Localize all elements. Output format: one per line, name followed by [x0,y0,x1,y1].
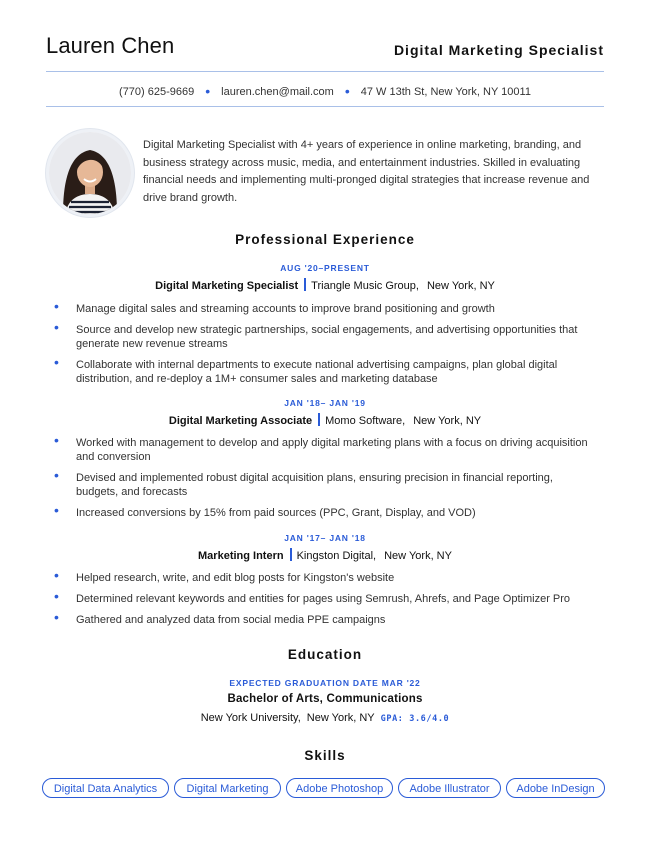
resume-header [46,33,604,69]
bullet-dot-icon: • [54,467,59,483]
bullet-text: Gathered and analyzed data from social media PPE campaigns [76,614,386,626]
list-item [54,354,594,386]
education-school-line [0,712,650,724]
bullet-text: Source and develop new strategic partnerships, social engagements, and advertising opportunities that generate new revenue streams [76,324,578,350]
list-item [54,567,594,585]
job-bullet-list [54,567,594,627]
contact-address: 47 W 13th St, New York, NY 10011 [360,86,531,98]
profile-photo [46,129,134,217]
bullet-text: Worked with management to develop and apply digital marketing plans with a focus on driving acquisition and conversion [76,437,588,463]
bullet-dot-icon: • [54,432,59,448]
list-item [54,467,594,499]
bullet-text: Determined relevant keywords and entities for pages using Semrush, Ahrefs, and Page Optimizer Pro [76,593,571,605]
education-degree: Bachelor of Arts, Communications [227,693,423,705]
job-bullet-list [54,298,594,386]
avatar-portrait-icon [49,132,131,214]
bullet-dot-icon: • [205,83,211,99]
bullet-dot-icon: • [54,354,59,370]
contact-line [46,82,604,98]
job-title-line [0,413,650,427]
job-role: Digital Marketing Associate [168,415,313,427]
bullet-dot-icon: • [54,588,59,604]
list-item [54,502,594,520]
education-heading: Education [287,647,363,662]
job-title-line [0,278,650,292]
list-item [54,432,594,464]
job-company: Momo Software, [325,415,406,427]
job-location: New York, NY [384,550,452,562]
skill-tag: Adobe Illustrator [398,778,501,798]
list-item [54,298,594,316]
professional-summary: Digital Marketing Specialist with 4+ years of experience in online marketing, branding, and business strategy across music, media, and entertainment industries. Skilled in evaluating financial needs and implementing multi-pronged digital strategies that increase revenue and drive brand growth. [143,139,590,204]
separator-bar [304,278,306,291]
list-item [54,588,594,606]
job-company: Triangle Music Group, [311,280,419,292]
separator-bar [318,413,320,426]
education-date: EXPECTED GRADUATION DATE MAR '22 [229,678,421,688]
job-dates: JAN '17– JAN '18 [284,533,366,543]
skill-tag: Digital Marketing [174,778,281,798]
separator-bar [290,548,292,561]
bullet-dot-icon: • [54,609,59,625]
contact-email: lauren.chen@mail.com [221,86,334,98]
education-school: New York University, [200,712,301,724]
bullet-dot-icon: • [344,83,350,99]
experience-heading: Professional Experience [235,232,415,247]
list-item [54,319,594,351]
candidate-title: Digital Marketing Specialist [393,42,604,58]
list-item [54,609,594,627]
education-location: New York, NY [306,712,375,724]
bullet-dot-icon: • [54,502,59,518]
bullet-text: Helped research, write, and edit blog posts for Kingston's website [76,572,395,584]
job-dates: JAN '18– JAN '19 [284,398,366,408]
skill-tag: Adobe Photoshop [286,778,393,798]
contact-phone: (770) 625-9669 [119,86,195,98]
contact-divider [46,106,604,107]
education-gpa: GPA: 3.6/4.0 [380,714,450,724]
bullet-dot-icon: • [54,298,59,314]
skill-tag: Digital Data Analytics [42,778,169,798]
skill-tag: Adobe InDesign [506,778,605,798]
candidate-name: Lauren Chen [46,33,175,58]
bullet-text: Increased conversions by 15% from paid sources (PPC, Grant, Display, and VOD) [76,507,476,519]
job-location: New York, NY [413,415,482,427]
job-location: New York, NY [426,280,495,292]
bullet-text: Devised and implemented robust digital acquisition plans, ensuring precision in financial reporting, budgets, and forecasts [76,472,553,498]
bullet-dot-icon: • [54,319,59,335]
job-title-line [0,548,650,562]
job-role: Marketing Intern [198,550,284,562]
job-role: Digital Marketing Specialist [155,280,299,292]
bullet-text: Collaborate with internal departments to execute national advertising campaigns, plan global digital distribution, and re-deploy a 1M+ consumer sales and marketing database [76,359,558,385]
header-divider [46,71,604,72]
skills-heading: Skills [304,748,346,763]
skills-list [42,778,608,800]
bullet-dot-icon: • [54,567,59,583]
job-dates: AUG '20–PRESENT [280,263,370,273]
job-company: Kingston Digital, [296,550,377,562]
bullet-text: Manage digital sales and streaming accounts to improve brand positioning and growth [76,303,495,315]
job-bullet-list [54,432,594,520]
